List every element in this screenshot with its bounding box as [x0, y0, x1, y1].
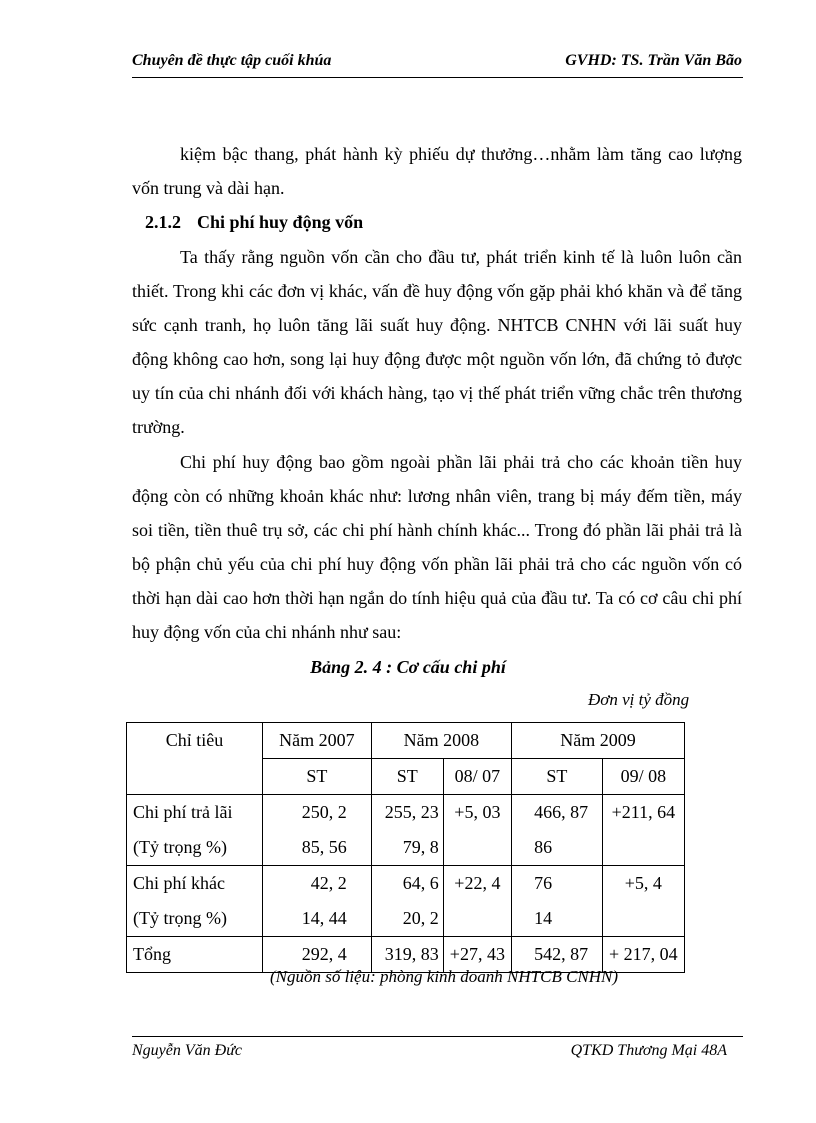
total-2008: 319, 83 [371, 937, 443, 973]
cell-2007: 42, 2 14, 44 [263, 866, 372, 937]
table-caption: Bảng 2. 4 : Cơ cấu chi phí [310, 657, 506, 677]
table-row [127, 866, 685, 937]
section-title: Chi phí huy động vốn [197, 212, 364, 232]
footer-rule [132, 1036, 743, 1037]
header-supervisor: GVHD: TS. Trần Văn Bão [565, 52, 742, 69]
cell-0908: +5, 4 [602, 866, 684, 937]
header-st-2008: ST [371, 759, 443, 795]
paragraph-2: Ta thấy rằng nguồn vốn cần cho đầu tư, phát triển kinh tế là luôn luôn cần thiết. Trong khi các đơn vị khác, vấn đề huy động vốn gặp phải khó khăn và để tăng sức cạnh tranh, họ luôn tăng lãi suất huy động. NHTCB CNHN với lãi suất huy động không cao hơn, song lại huy động được một nguồn vốn lớn, đã chứng tỏ được uy tín của chi nhánh đối với khách hàng, tạo vị thế phát triển vững chắc trên thương trường. [132, 247, 742, 437]
cell-2009: 76 14 [512, 866, 603, 937]
header-rule [132, 77, 743, 78]
header-st-2009: ST [512, 759, 603, 795]
cell-2008: 255, 23 79, 8 [371, 795, 443, 866]
total-0807: +27, 43 [443, 937, 511, 973]
row-label: Chi phí trả lãi (Tỷ trọng %) [127, 795, 263, 866]
footer-author: Nguyễn Văn Đức [132, 1042, 243, 1059]
page-header [132, 50, 742, 76]
table-unit: Đơn vị tỷ đồng [588, 690, 690, 709]
header-st-2007: ST [263, 759, 372, 795]
header-cmp-0807: 08/ 07 [443, 759, 511, 795]
table-source: (Nguồn số liệu: phòng kinh doanh NHTCB CNHN) [270, 967, 619, 986]
cost-structure-table [126, 722, 685, 973]
section-heading [145, 212, 363, 233]
header-cmp-0908: 09/ 08 [602, 759, 684, 795]
cell-2008: 64, 6 20, 2 [371, 866, 443, 937]
cell-0807: +22, 4 [443, 866, 511, 937]
cell-0908: +211, 64 [602, 795, 684, 866]
cell-2009: 466, 87 86 [512, 795, 603, 866]
paragraph-1: kiệm bậc thang, phát hành kỳ phiếu dự thưởng…nhằm làm tăng cao lượng vốn trung và dài hạn. [132, 144, 742, 198]
cell-0807: +5, 03 [443, 795, 511, 866]
total-2009: 542, 87 [512, 937, 603, 973]
cell-2007: 250, 2 85, 56 [263, 795, 372, 866]
paragraph-3: Chi phí huy động bao gồm ngoài phần lãi phải trả cho các khoản tiền huy động còn có những khoản khác như: lương nhân viên, trang bị máy đếm tiền, máy soi tiền, tiền thuê trụ sở, các chi phí hành chính khác... Trong đó phần lãi phải trả là bộ phận chủ yếu của chi phí huy động vốn phần lãi phải trả cho các nguồn vốn có thời hạn dài cao hơn thời hạn ngắn do tính hiệu quả của đầu tư. Ta có cơ câu chi phí huy động vốn của chi nhánh như sau: [132, 452, 742, 642]
row-label: Chi phí khác (Tỷ trọng %) [127, 866, 263, 937]
total-label: Tổng [127, 937, 263, 973]
table-header-row [127, 723, 685, 759]
header-year-2007: Năm 2007 [263, 723, 372, 759]
footer-class: QTKD Thương Mại 48A [570, 1042, 727, 1059]
total-2007: 292, 4 [263, 937, 372, 973]
total-0908: + 217, 04 [602, 937, 684, 973]
section-number: 2.1.2 [145, 212, 181, 232]
table-row [127, 795, 685, 866]
header-indicator: Chỉ tiêu [127, 723, 263, 795]
header-document-title: Chuyên đề thực tập cuối khúa [132, 52, 332, 69]
header-year-2009: Năm 2009 [512, 723, 685, 759]
header-year-2008: Năm 2008 [371, 723, 511, 759]
